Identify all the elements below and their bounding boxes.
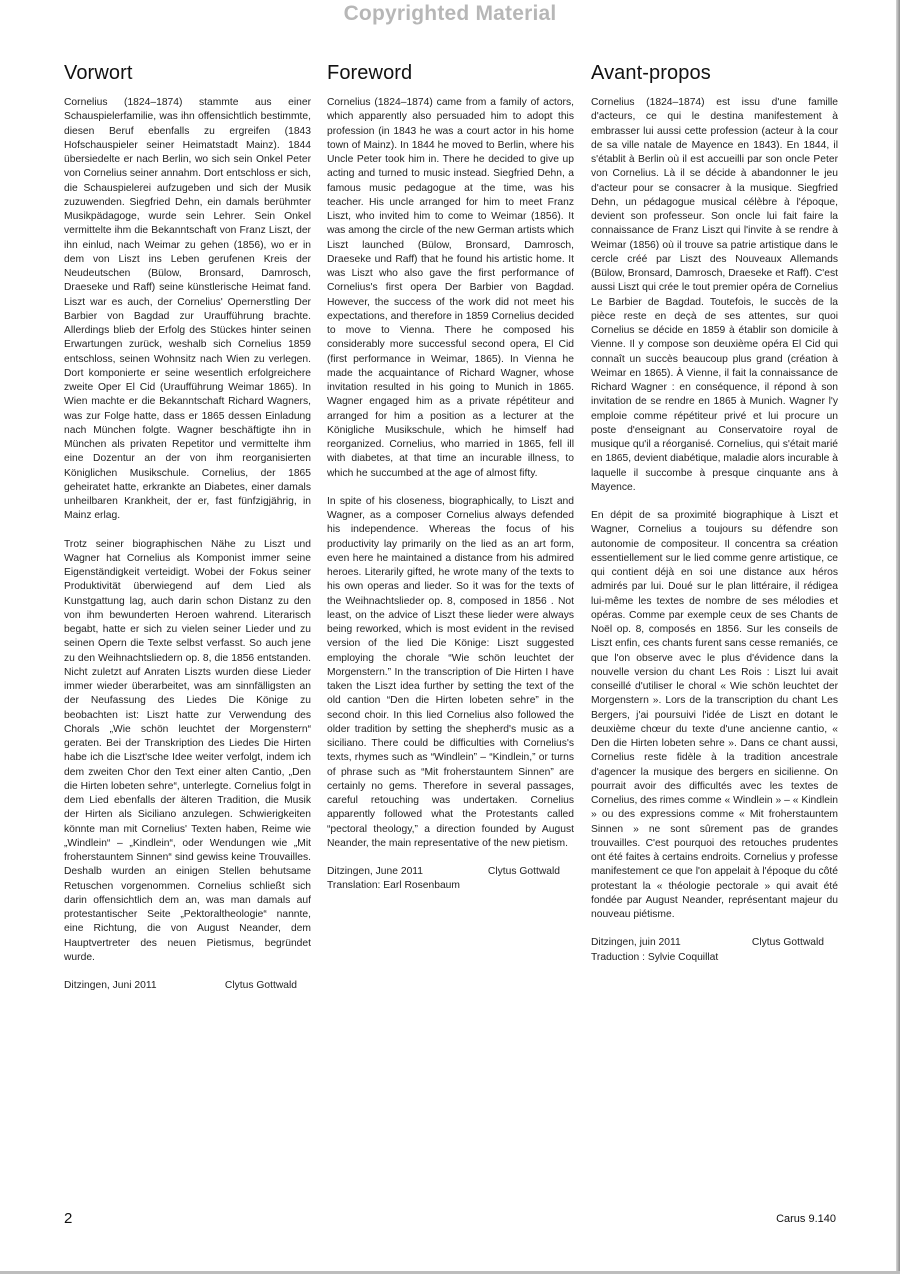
column-title: Foreword	[327, 62, 413, 84]
signature-author: Clytus Gottwald	[224, 980, 297, 991]
page-edge-shadow	[896, 0, 900, 1274]
signature-block	[591, 936, 838, 965]
signature-place-date: Ditzingen, Juni 2011	[64, 980, 157, 991]
signature-block	[327, 865, 574, 894]
paragraph: In spite of his closeness, biographically, to Liszt and Wagner, as a composer Cornelius always defended his independence. Whereas the focus of his productivity lay primarily on the lied as an art form, even here he maintained a distance from his admired heroes. Literarily gifted, he wrote many of the texts to his own operas and lieder. So it was for the texts of the Weihnachtslieder op. 8, composed in 1856 . Not least, on the advice of Liszt these lieder were always being reworked, which is most evident in the revised version of the lied Die Könige: Liszt suggested employing the chorale “Wie schön leuchtet der Morgenstern.” In the transcription of Die Hirten I have taken the Liszt idea further by setting the text of the old cantion “Den die Hirten lobeten sehre” in the second choir. In this lied Cornelius also followed the older tradition by setting the shepherd's music as a siciliano. There could be difficulties with Cornelius's texts, rhymes such as “Windlein” – “Kindlein,” or turns of phrase such as “Mit froherstauntem Sinnen” are certainly no gems. Therefore in several passages, careful retouching was undertaken. Cornelius apparently followed what the Protestants called “pectoral theology,” a direction founded by August Neander, the main representative of the new pietism.	[327, 495, 574, 849]
column-english	[327, 60, 574, 894]
paragraph: En dépit de sa proximité biographique à Liszt et Wagner, Cornelius a toujours su défendre son autonomie de compositeur. Il concentra sa création essentiellement sur le lied comme genre artistique, ce qui contient déjà en soi une distance aux héros admirés par lui. Doué sur le plan littéraire, il rédigea lui-même les textes de nombre de ses mélodies et opéras. Comme par exemple ceux de ses Chants de Noël op. 8, composés en 1856. Sur les conseils de Liszt enfin, ces chants furent sans cesse remaniés, ce que l'on observe avec le plus d'évidence dans la nouvelle version du chant Les Rois : Liszt lui avait conseillé d'utiliser le choral « Wie schön leuchtet der Morgenstern ». Lors de la transcription du chant Les Bergers, j'ai poursuivi l'idée de Liszt en dotant le deuxième chœur du texte d'une ancienne cantio, « Den die Hirten lobeten sehre ». Dans ce chant aussi, Cornelius reste fidèle à la tradition ancestrale d'agencer la musique des bergers en sicilienne. On pourrait avoir des difficultés avec les textes de Cornelius, des rimes comme « Windlein » – « Kindlein » ou des expressions comme « Mit froherstauntem Sinnen » ne sont sûrement pas de grandes trouvailles. C'est pourquoi des retouches prudentes ont été faites à certains endroits. Cornelius y professe manifestement ce que l'on appelait à l'époque du côté protestant la « théologie pectorale » qui avait été fondée par August Neander, représentant majeur du nouveau piétisme.	[591, 510, 838, 920]
column-title: Avant-propos	[591, 62, 711, 84]
column-german	[64, 60, 311, 993]
catalog-number: Carus 9.140	[776, 1213, 836, 1225]
signature-block	[64, 979, 311, 993]
translation-credit: Traduction : Sylvie Coquillat	[591, 951, 719, 963]
signature-author: Clytus Gottwald	[487, 866, 560, 877]
translation-credit: Translation: Earl Rosenbaum	[327, 880, 460, 892]
page-number: 2	[64, 1210, 73, 1227]
paragraph: Cornelius (1824–1874) came from a family of actors, which apparently also persuaded him to adopt this profession (in 1843 he was a court actor in his home town of Mainz). In 1844 he moved to Berlin, where his Uncle Peter took him in. There he decided to give up acting and turned to music instead. Siegfried Dehn, a famous music pedagogue at the time, was his teacher. His uncle arranged for him to meet Franz Liszt, who invited him to come to Weimar (1856). It was among the circle of the new German artists which Liszt launched (Bülow, Bronsard, Damrosch, Draeseke und Raff) that he found his artistic home. It was Liszt who also gave the first performance of Cornelius's first opera Der Barbier von Bagdad. However, the success of the work did not meet his expectations, and therefore in 1859 Cornelius decided to move to Vienna. There he composed his considerably more successful second opera, El Cid (first performance in Weimar, 1865). In Vienna he made the acquaintance of Richard Wagner, whose invitation resulted in his going to Munich in 1865. Wagner engaged him as a private répétiteur and arranged for him a position as a lecturer at the Königliche Musikschule, which he himself had reorganized. Cornelius, who married in 1865, fell ill with diabetes, at that time an incurable illness, to which he succumbed at the age of almost fifty.	[327, 97, 574, 479]
copyright-watermark: Copyrighted Material	[343, 2, 557, 25]
paragraph: Trotz seiner biographischen Nähe zu Liszt und Wagner hat Cornelius als Komponist immer seine Eigenständigkeit verteidigt. Wobei der Fokus seiner Produktivität überwiegend auf dem Lied als Kunstgattung lag, auch darin schon Distanz zu den von ihm bewunderten Heroen wahrend. Literarisch begabt, hatte er sich zu vielen seiner Lieder und zu seinen Opern die Texte selbst verfasst. So auch jene zu den Weihnachtsliedern op. 8, die 1856 entstanden. Nicht zuletzt auf Anraten Liszts wurden diese Lieder immer wieder überarbeitet, was am sinnfälligsten an der Neufassung des Liedes Die Könige zu beobachten ist: Liszt hatte zur Verwendung des Chorals „Wie schön leuchtet der Morgenstern“ geraten. Bei der Transkription des Liedes Die Hirten habe ich die Liszt'sche Idee weiter verfolgt, indem ich dem zweiten Chor den Text einer alten Cantio, „Den die Hirten lobeten sehre“, unterlegte. Cornelius folgt in dem Lied ebenfalls der älteren Tradition, die Musik der Hirten als Siciliano anzulegen. Schwierigkeiten könnte man mit Cornelius' Texten haben, Reime wie „Windlein“ – „Kindlein“, oder Wendungen wie „Mit froherstauntem Sinnen“ sind gewiss keine Trouvailles. Deshalb wurden an einigen Stellen behutsame Retuschen vorgenommen. Cornelius schließt sich darin offensichtlich dem an, was man damals auf protestantischer Seite „Pektoraltheologie“ nannte, eine Richtung, die von August Neander, dem Hauptvertreter des neuen Pietismus, begründet wurde.	[64, 538, 311, 963]
signature-place-date: Ditzingen, June 2011	[327, 866, 423, 877]
signature-place-date: Ditzingen, juin 2011	[591, 937, 681, 949]
paragraph: Cornelius (1824–1874) stammte aus einer Schauspielerfamilie, was ihn offensichtlich bestimmte, diesen Beruf ebenfalls zu ergreifen (1843 Hofschauspieler seiner Heimatstadt Mainz). 1844 übersiedelte er nach Berlin, wo sich sein Onkel Peter von Cornelius seiner annahm. Dort entschloss er sich, die Schauspielerei aufzugeben und sich der Musik zuzuwenden. Siegfried Dehn, ein damals berühmter Musikpädagoge, wurde sein Lehrer. Sein Onkel vermittelte ihm die Bekanntschaft von Franz Liszt, der ihn einlud, nach Weimar zu gehen (1856), wo er in dem von Liszt ins Leben gerufenen Kreis der Neudeutschen (Bülow, Bronsard, Damrosch, Draeseke und Raff) seine künstlerische Heimat fand. Liszt war es auch, der Cornelius' Opernerstling Der Barbier von Bagdad zur Uraufführung brachte. Allerdings blieb der Erfolg des Stückes hinter seinen Erwartungen zurück, weshalb sich Cornelius 1859 entschloss, seinen Wohnsitz nach Wien zu verlegen. Dort komponierte er seine wesentlich erfolgreichere zweite Oper El Cid (Uraufführung Weimar 1865). In Wien machte er die Bekanntschaft Richard Wagners, was zur Folge hatte, dass er 1865 dessen Einladung nach München folgte. Wagner beschäftigte ihn in München als privaten Repetitor und vermittelte ihm eine Dozentur an der von ihm reorganisierten Königlichen Musikschule. Cornelius, der 1865 geheiratet hatte, erkrankte an Diabetes, einer damals unheilbaren Krankheit, der er, fast fünfzigjährig, in Mainz erlag.	[64, 97, 311, 522]
column-french	[591, 60, 838, 965]
column-title: Vorwort	[64, 62, 133, 84]
paragraph: Cornelius (1824–1874) est issu d'une famille d'acteurs, ce qui le destina manifestement à embrasser lui aussi cette profession (acteur à la cour de sa ville natale de Mayence en 1843). En 1844, il s'établit à Berlin où il est accueilli par son oncle Peter von Cornelius. Là il se décide à abandonner le jeu d'acteur pour se consacrer à la musique. Siegfried Dehn, un pédagogue musical célèbre à l'époque, devient son professeur. Son oncle lui fait faire la connaissance de Franz Liszt qui l'invite à se rendre à Weimar (1856) où il trouve sa patrie artistique dans le cercle créé par Liszt des Nouveaux Allemands (Bülow, Bronsard, Damrosch, Draeseke et Raff). C'est aussi Liszt qui crée le tout premier opéra de Cornelius Le Barbier de Bagdad. Toutefois, le succès de la pièce reste en deçà de ses attentes, sur quoi Cornelius se décide en 1859 à établir son domicile à Vienne. Il y compose son deuxième opéra El Cid qui connaît un succès beaucoup plus grand (création à Weimar en 1865). À Vienne, il fait la connaissance de Richard Wagner : en conséquence, il répond à son invitation de se rendre en 1865 à Munich. Wagner l'y emploie comme répétiteur privé et lui procure un poste d'enseignant au Conservatoire royal de musique qu'il a réorganisé. Cornelius, qui s'était marié en 1865, devient diabétique, maladie alors incurable à laquelle il succombe à presque cinquante ans à Mayence.	[591, 97, 838, 493]
signature-author: Clytus Gottwald	[751, 937, 824, 949]
